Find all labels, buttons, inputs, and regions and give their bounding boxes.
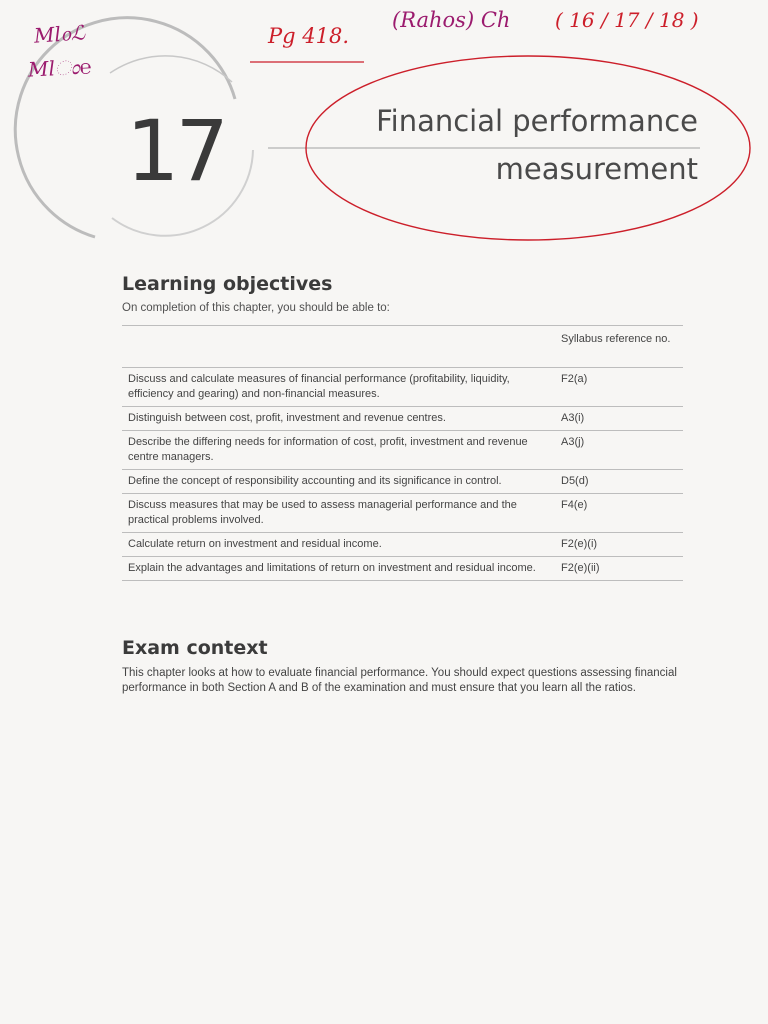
objective-ref: F2(a) — [553, 368, 683, 407]
handwritten-rahos: (Rahos) Ch — [392, 8, 511, 32]
objective-text: Discuss measures that may be used to assess managerial performance and the practical problems involved. — [122, 494, 553, 533]
objective-ref: D5(d) — [553, 470, 683, 494]
learning-objectives-table — [122, 325, 683, 581]
chapter-title-line-2: measurement — [495, 152, 698, 186]
exam-context-text: This chapter looks at how to evaluate financial performance. You should expect questions assessing financial performance in both Section A and B of the examination and must ensure that you learn all the ratios. — [122, 667, 677, 694]
objective-text: Describe the differing needs for information of cost, profit, investment and revenue centre managers. — [122, 431, 553, 470]
objective-ref: F2(e)(ii) — [553, 557, 683, 581]
chapter-title-line-1: Financial performance — [376, 104, 698, 138]
learning-objectives-intro: On completion of this chapter, you should be able to: — [122, 302, 390, 314]
table-header-ref: Syllabus reference no. — [553, 326, 683, 368]
objective-text: Distinguish between cost, profit, investment and revenue centres. — [122, 407, 553, 431]
table-header-objective — [122, 326, 553, 368]
learning-objectives-heading: Learning objectives — [122, 273, 333, 295]
objective-text: Calculate return on investment and residual income. — [122, 533, 553, 557]
table-row — [122, 407, 683, 431]
table-row — [122, 470, 683, 494]
table-row — [122, 557, 683, 581]
objective-text: Discuss and calculate measures of financial performance (profitability, liquidity, efficiency and gearing) and non-financial measures. — [122, 368, 553, 407]
objective-text: Explain the advantages and limitations of return on investment and residual income. — [122, 557, 553, 581]
table-header-row — [122, 326, 683, 368]
table-row — [122, 533, 683, 557]
table-row — [122, 431, 683, 470]
exam-context-heading: Exam context — [122, 637, 268, 659]
objective-text: Define the concept of responsibility accounting and its significance in control. — [122, 470, 553, 494]
objective-ref: F4(e) — [553, 494, 683, 533]
objective-ref: A3(i) — [553, 407, 683, 431]
chapter-decoration — [0, 0, 768, 300]
handwritten-note-top-left-1: Ml᧐ℒ — [33, 20, 86, 48]
handwritten-note-top-left-2: Mlಂ℮ — [27, 54, 93, 82]
table-row — [122, 494, 683, 533]
objective-ref: A3(j) — [553, 431, 683, 470]
handwritten-chapters: ( 16 / 17 / 18 ) — [555, 8, 699, 32]
handwritten-page-ref: Pg 418. — [268, 24, 350, 48]
chapter-number: 17 — [126, 102, 225, 200]
table-row — [122, 368, 683, 407]
objective-ref: F2(e)(i) — [553, 533, 683, 557]
